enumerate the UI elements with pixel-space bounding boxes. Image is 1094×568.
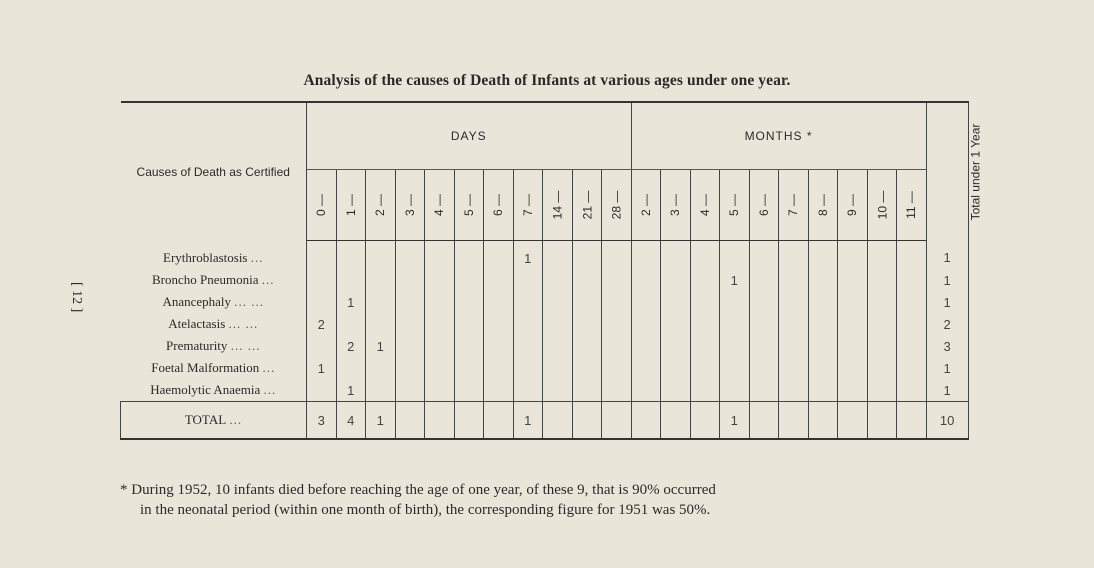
months-header: MONTHS *: [631, 102, 926, 170]
footnote: [120, 480, 970, 520]
count-cell: [454, 291, 484, 313]
count-cell: [808, 335, 838, 357]
count-cell: [484, 291, 514, 313]
count-cell: [690, 402, 720, 440]
month-col-header: 2 —: [631, 170, 661, 241]
count-cell: [602, 291, 632, 313]
count-cell: [543, 313, 573, 335]
count-cell: [454, 269, 484, 291]
count-cell: [484, 379, 514, 402]
count-cell: [749, 313, 779, 335]
count-cell: [779, 402, 809, 440]
count-cell: [779, 291, 809, 313]
count-cell: [513, 335, 543, 357]
row-total-cell: 1: [926, 241, 968, 270]
day-col-header: 2 —: [366, 170, 396, 241]
count-cell: [779, 241, 809, 270]
count-cell: [897, 402, 927, 440]
count-cell: [661, 269, 691, 291]
day-col-header: 21 —: [572, 170, 602, 241]
count-cell: [395, 291, 425, 313]
count-cell: [366, 269, 396, 291]
page-number: [ 12 ]: [69, 282, 84, 313]
count-cell: [425, 357, 455, 379]
count-cell: [808, 269, 838, 291]
count-cell: [867, 313, 897, 335]
count-cell: [572, 269, 602, 291]
count-cell: [720, 313, 750, 335]
count-cell: [661, 241, 691, 270]
count-cell: [690, 379, 720, 402]
count-cell: [631, 241, 661, 270]
count-cell: [572, 402, 602, 440]
table-row: [121, 313, 969, 335]
count-cell: [395, 379, 425, 402]
count-cell: [454, 402, 484, 440]
cause-cell: Anancephaly ... ...: [121, 291, 307, 313]
count-cell: [838, 335, 868, 357]
count-cell: [543, 269, 573, 291]
count-cell: [602, 402, 632, 440]
count-cell: [395, 402, 425, 440]
count-cell: [484, 269, 514, 291]
count-cell: [602, 313, 632, 335]
count-cell: 1: [720, 269, 750, 291]
count-cell: [661, 379, 691, 402]
count-cell: [897, 335, 927, 357]
count-cell: [749, 269, 779, 291]
count-cell: [307, 335, 337, 357]
count-cell: [838, 402, 868, 440]
count-cell: [513, 269, 543, 291]
count-cell: 1: [513, 241, 543, 270]
count-cell: [867, 357, 897, 379]
count-cell: [897, 291, 927, 313]
table-row: [121, 335, 969, 357]
count-cell: [543, 335, 573, 357]
count-cell: [897, 241, 927, 270]
count-cell: 1: [366, 335, 396, 357]
count-cell: [572, 241, 602, 270]
count-cell: [307, 379, 337, 402]
count-cell: [484, 241, 514, 270]
count-cell: [720, 379, 750, 402]
cause-cell: Haemolytic Anaemia ...: [121, 379, 307, 402]
table-row: [121, 379, 969, 402]
count-cell: 1: [366, 402, 396, 440]
row-total-cell: 1: [926, 269, 968, 291]
table-row: [121, 269, 969, 291]
causes-header: Causes of Death as Certified: [121, 102, 307, 241]
count-cell: [543, 241, 573, 270]
count-cell: [484, 357, 514, 379]
cause-cell: Foetal Malformation ...: [121, 357, 307, 379]
count-cell: [690, 291, 720, 313]
count-cell: 2: [336, 335, 366, 357]
row-total-cell: 10: [926, 402, 968, 440]
count-cell: [484, 402, 514, 440]
day-col-header: 3 —: [395, 170, 425, 241]
count-cell: [720, 357, 750, 379]
count-cell: [867, 402, 897, 440]
count-cell: [366, 379, 396, 402]
count-cell: [779, 335, 809, 357]
count-cell: [454, 241, 484, 270]
count-cell: [808, 357, 838, 379]
count-cell: [484, 335, 514, 357]
count-cell: [838, 241, 868, 270]
count-cell: [838, 291, 868, 313]
count-cell: [425, 241, 455, 270]
count-cell: [572, 313, 602, 335]
day-col-header: 5 —: [454, 170, 484, 241]
count-cell: [602, 241, 632, 270]
count-cell: [454, 313, 484, 335]
day-col-header: 1 —: [336, 170, 366, 241]
infant-death-table: [120, 101, 982, 440]
month-col-header: 3 —: [661, 170, 691, 241]
count-cell: [366, 313, 396, 335]
day-col-header: 28 —: [602, 170, 632, 241]
footnote-line-2: in the neonatal period (within one month of birth), the corresponding figure for 1951 was 50%.: [140, 502, 711, 518]
cause-cell: Broncho Pneumonia ...: [121, 269, 307, 291]
count-cell: [395, 357, 425, 379]
cause-cell: Prematurity ... ...: [121, 335, 307, 357]
total-under-1-year-header: Total under 1 Year: [926, 102, 968, 241]
month-col-header: 10 —: [867, 170, 897, 241]
count-cell: [366, 357, 396, 379]
count-cell: [631, 379, 661, 402]
count-cell: [484, 313, 514, 335]
cause-cell: Erythroblastosis ...: [121, 241, 307, 270]
count-cell: [425, 291, 455, 313]
month-col-header: 6 —: [749, 170, 779, 241]
count-cell: [808, 313, 838, 335]
count-cell: [336, 241, 366, 270]
count-cell: [779, 357, 809, 379]
count-cell: [838, 269, 868, 291]
count-cell: [395, 335, 425, 357]
count-cell: [661, 357, 691, 379]
row-total-cell: 1: [926, 379, 968, 402]
count-cell: [543, 402, 573, 440]
count-cell: [808, 379, 838, 402]
count-cell: [425, 269, 455, 291]
count-cell: [602, 269, 632, 291]
count-cell: [838, 357, 868, 379]
total-label: TOTAL ...: [121, 402, 307, 440]
count-cell: [867, 241, 897, 270]
count-cell: [867, 269, 897, 291]
table-row: [121, 357, 969, 379]
count-cell: 1: [307, 357, 337, 379]
row-total-cell: 2: [926, 313, 968, 335]
count-cell: [307, 241, 337, 270]
count-cell: [425, 335, 455, 357]
count-cell: [897, 357, 927, 379]
count-cell: [425, 402, 455, 440]
count-cell: 1: [336, 379, 366, 402]
count-cell: [690, 335, 720, 357]
count-cell: [720, 335, 750, 357]
count-cell: [631, 357, 661, 379]
count-cell: [631, 335, 661, 357]
footnote-line-1: * During 1952, 10 infants died before reaching the age of one year, of these 9, that is 90% occurred: [120, 482, 716, 498]
count-cell: [395, 269, 425, 291]
count-cell: [661, 335, 691, 357]
count-cell: [366, 291, 396, 313]
count-cell: [779, 269, 809, 291]
count-cell: [513, 313, 543, 335]
count-cell: [631, 402, 661, 440]
count-cell: [572, 291, 602, 313]
count-cell: [838, 313, 868, 335]
count-cell: [690, 313, 720, 335]
row-total-cell: 1: [926, 357, 968, 379]
month-col-header: 11 —: [897, 170, 927, 241]
count-cell: 4: [336, 402, 366, 440]
count-cell: [749, 379, 779, 402]
count-cell: [808, 291, 838, 313]
count-cell: [897, 313, 927, 335]
count-cell: [808, 402, 838, 440]
count-cell: [513, 379, 543, 402]
count-cell: [661, 291, 691, 313]
count-cell: [690, 241, 720, 270]
count-cell: [749, 241, 779, 270]
count-cell: 1: [336, 291, 366, 313]
count-cell: [366, 241, 396, 270]
count-cell: [336, 357, 366, 379]
count-cell: [631, 291, 661, 313]
table-row: [121, 241, 969, 270]
count-cell: [543, 379, 573, 402]
count-cell: [720, 241, 750, 270]
count-cell: [749, 402, 779, 440]
days-header: DAYS: [307, 102, 632, 170]
month-col-header: 4 —: [690, 170, 720, 241]
row-total-cell: 1: [926, 291, 968, 313]
count-cell: [779, 379, 809, 402]
count-cell: 1: [513, 402, 543, 440]
count-cell: [425, 379, 455, 402]
row-total-cell: 3: [926, 335, 968, 357]
day-col-header: 14 —: [543, 170, 573, 241]
page-title: Analysis of the causes of Death of Infants at various ages under one year.: [303, 72, 791, 89]
count-cell: [336, 269, 366, 291]
day-col-header: 7 —: [513, 170, 543, 241]
count-cell: [602, 379, 632, 402]
count-cell: [779, 313, 809, 335]
count-cell: [572, 379, 602, 402]
total-row: [121, 402, 969, 440]
count-cell: [631, 269, 661, 291]
count-cell: 1: [720, 402, 750, 440]
count-cell: [749, 357, 779, 379]
count-cell: [543, 291, 573, 313]
count-cell: [395, 241, 425, 270]
count-cell: [690, 357, 720, 379]
count-cell: [661, 313, 691, 335]
count-cell: [720, 291, 750, 313]
day-col-header: 4 —: [425, 170, 455, 241]
day-col-header: 0 —: [307, 170, 337, 241]
count-cell: [838, 379, 868, 402]
table-row: [121, 291, 969, 313]
count-cell: [543, 357, 573, 379]
count-cell: [572, 335, 602, 357]
cause-cell: Atelactasis ... ...: [121, 313, 307, 335]
count-cell: 2: [307, 313, 337, 335]
count-cell: [867, 291, 897, 313]
month-col-header: 7 —: [779, 170, 809, 241]
count-cell: [897, 269, 927, 291]
count-cell: [897, 379, 927, 402]
count-cell: [749, 291, 779, 313]
month-col-header: 9 —: [838, 170, 868, 241]
count-cell: [661, 402, 691, 440]
count-cell: [602, 357, 632, 379]
count-cell: [572, 357, 602, 379]
count-cell: [631, 313, 661, 335]
count-cell: [867, 335, 897, 357]
day-col-header: 6 —: [484, 170, 514, 241]
count-cell: [336, 313, 366, 335]
count-cell: [749, 335, 779, 357]
count-cell: [454, 335, 484, 357]
count-cell: [513, 357, 543, 379]
count-cell: [808, 241, 838, 270]
count-cell: [602, 335, 632, 357]
count-cell: [425, 313, 455, 335]
count-cell: [307, 291, 337, 313]
month-col-header: 8 —: [808, 170, 838, 241]
count-cell: [690, 269, 720, 291]
count-cell: [867, 379, 897, 402]
month-col-header: 5 —: [720, 170, 750, 241]
count-cell: [454, 357, 484, 379]
count-cell: [513, 291, 543, 313]
count-cell: [454, 379, 484, 402]
count-cell: [307, 269, 337, 291]
count-cell: 3: [307, 402, 337, 440]
count-cell: [395, 313, 425, 335]
